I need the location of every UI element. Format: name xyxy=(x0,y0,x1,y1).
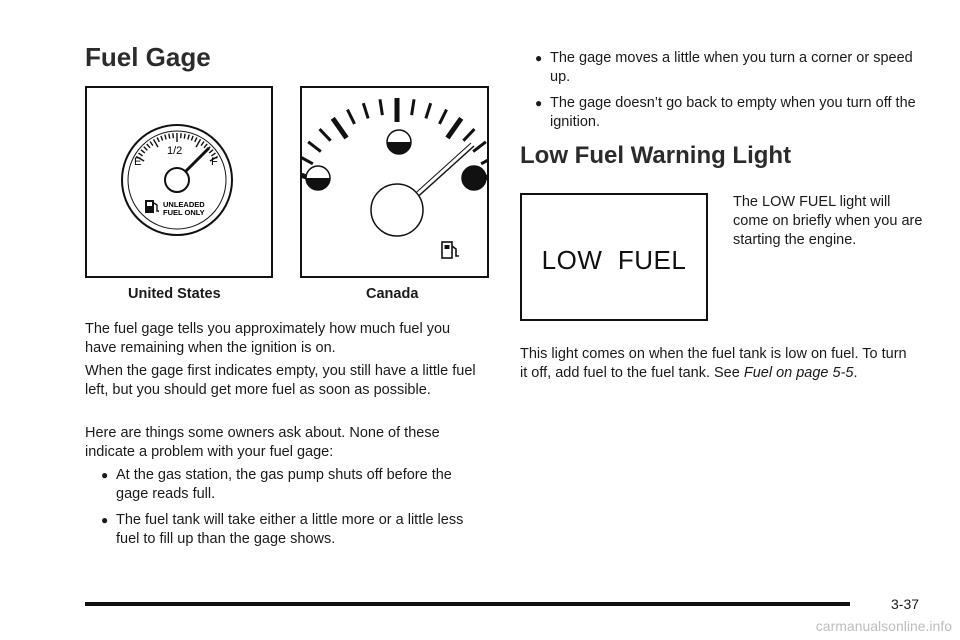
bullet-text: At the gas station, the gas pump shuts off before the gage reads full. xyxy=(116,467,452,502)
gauge-tick xyxy=(380,99,382,115)
list-item xyxy=(535,49,925,87)
gauge-label-full: F xyxy=(211,156,218,168)
watermark: carmanualsonline.info xyxy=(815,618,952,634)
gauge-tick xyxy=(308,142,321,152)
bullet-text: The gage doesn’t go back to empty when you turn off the ignition. xyxy=(550,95,916,130)
gauge-tick xyxy=(320,129,331,141)
fuel-type-line1: UNLEADED xyxy=(163,200,205,209)
gauge-tick xyxy=(184,134,185,139)
bullet-text: The fuel tank will take either a little more or a little less fuel to fill up than the gage shows. xyxy=(116,512,464,547)
gauge-tick xyxy=(473,142,486,152)
gauge-tick xyxy=(347,110,354,124)
figure-low-fuel-light xyxy=(520,193,708,321)
gauge-label-empty: E xyxy=(134,156,142,168)
gauge-tick xyxy=(412,99,414,115)
bullet-text: The gage moves a little when you turn a corner or speed up. xyxy=(550,50,913,85)
gauge-tick xyxy=(169,134,170,139)
list-item xyxy=(101,466,486,504)
gauge-label-half: 1/2 xyxy=(167,145,183,157)
list-item xyxy=(535,94,925,132)
canada-gauge-illustration xyxy=(302,88,487,276)
gauge-hub xyxy=(371,184,423,236)
figure-us-fuel-gage xyxy=(85,86,273,278)
caption-canada: Canada xyxy=(366,286,419,302)
fuel-pump-icon xyxy=(442,242,459,258)
footer-rule xyxy=(85,602,850,606)
gauge-tick xyxy=(439,110,446,124)
gauge-tick xyxy=(302,156,313,164)
cross-reference-link[interactable]: Fuel on page 5-5 xyxy=(743,365,854,381)
bullet-icon: ● xyxy=(535,51,543,65)
us-gauge-illustration xyxy=(87,88,271,276)
caption-united-states: United States xyxy=(128,286,221,302)
section-title-low-fuel: Low Fuel Warning Light xyxy=(520,142,792,169)
gauge-tick xyxy=(447,118,461,138)
gauge-tick xyxy=(426,103,431,118)
list-item xyxy=(101,511,486,549)
bullet-icon: ● xyxy=(535,96,543,110)
paragraph-empty-warning: When the gage first indicates empty, you still have a little fuel left, but you should get more fuel as soon as possible. xyxy=(85,363,476,398)
gauge-tick xyxy=(363,103,368,118)
bullet-icon: ● xyxy=(101,468,109,482)
paragraph-fuel-gage-intro: The fuel gage tells you approximately how much fuel you have remaining when the ignition is on. xyxy=(85,321,451,356)
full-indicator-icon xyxy=(462,166,486,190)
gauge-hub xyxy=(165,168,189,192)
gauge-tick xyxy=(463,129,474,141)
fuel-type-line2: FUEL ONLY xyxy=(163,208,205,217)
paragraph-low-fuel-body: This light comes on when the fuel tank is low on fuel. To turn it off, add fuel to the fuel tank. See Fuel on page 5-5. xyxy=(520,346,907,381)
bullet-icon: ● xyxy=(101,513,109,527)
gauge-tick xyxy=(481,156,487,164)
paragraph-low-fuel-intro: The LOW FUEL light will come on briefly when you are starting the engine. xyxy=(733,194,923,248)
gauge-tick xyxy=(333,118,347,138)
section-title-fuel-gage: Fuel Gage xyxy=(85,42,211,72)
page-number: 3-37 xyxy=(891,596,920,612)
figure-canada-fuel-gage xyxy=(300,86,489,278)
low-fuel-display-text: LOW FUEL xyxy=(541,245,687,275)
paragraph-owner-questions: Here are things some owners ask about. None of these indicate a problem with your fuel gage: xyxy=(85,425,440,460)
